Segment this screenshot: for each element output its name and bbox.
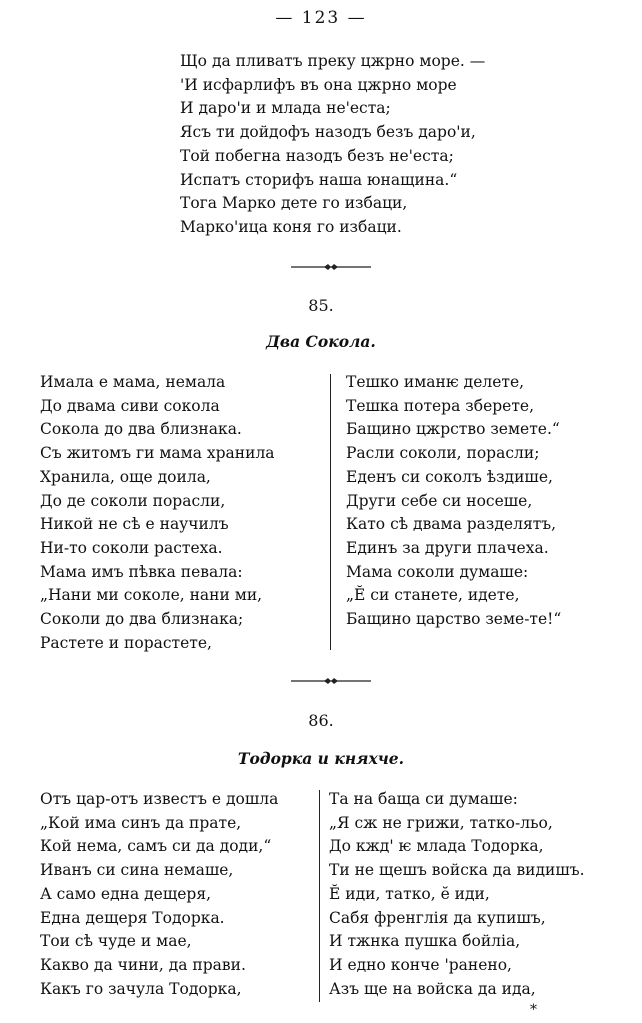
verse-column-left (40, 788, 278, 1001)
verse-line: Какво да чини, да прави. (40, 955, 246, 974)
verse-line: И тжнка пушка бойліа, (329, 932, 521, 951)
verse-column-right (329, 788, 585, 1001)
verse-line: Тога Марко дете го избаци, (180, 194, 408, 213)
verse-line: Та на баща си думаше: (329, 790, 518, 808)
verse-line: Еденъ си соколъ ѣздише, (346, 467, 553, 486)
verse-line: Азъ ще на войска да ида, (329, 979, 536, 998)
column-divider (330, 374, 331, 650)
verse-line: Мама соколи думаше: (346, 562, 529, 581)
section-ornament (291, 262, 371, 272)
verse-line: „Кой има синъ да прате, (40, 813, 242, 832)
verse-line: Сабя френглія да купишъ, (329, 908, 546, 927)
verse-line: Никой не сѣ е научилъ (40, 515, 229, 534)
verse-line: Имала е мама, немала (40, 373, 226, 391)
verse-line: Кой нема, самъ си да доди,“ (40, 837, 272, 856)
verse-line: Марко'ица коня го избаци. (180, 217, 402, 236)
verse-line: „Нани ми соколе, нани ми, (40, 586, 263, 605)
section-ornament (291, 676, 371, 686)
verse-line: „Я сж не грижи, татко-льо, (329, 813, 553, 832)
verse-line: Расли соколи, порасли; (346, 444, 540, 463)
verse-line: Други себе си носеше, (346, 491, 533, 510)
verse-line: Съ житомъ ги мама хранила (40, 444, 275, 463)
verse-line: Ясъ ти дойдофъ назодъ безъ даро'и, (180, 123, 476, 142)
verse-line: Отъ цар-отъ известъ е дошла (40, 790, 279, 808)
verse-line: Мама имъ пѣвка певала: (40, 562, 243, 581)
verse-line: До двама сиви сокола (40, 396, 220, 415)
verse-line: Испатъ сторифъ наша юнащина.“ (180, 170, 458, 189)
verse-column-left (40, 371, 275, 655)
verse-line: Тои сѣ чуде и мае, (40, 932, 192, 951)
verse-line: И едно конче 'ранено, (329, 955, 512, 974)
verse-line: Тешко иманѥ делете, (346, 373, 525, 391)
column-divider (319, 790, 320, 1002)
verse-line: Бащино царство земе-те!“ (346, 610, 562, 629)
verse-line: Една дещеря Тодорка. (40, 908, 225, 927)
verse-line: Ти не щешъ войска да видишъ. (329, 861, 585, 880)
verse-line: Като сѣ двама разделятъ, (346, 515, 557, 534)
song-number: 86. (308, 711, 334, 730)
verse-line: 'И исфарлифъ въ она цжрно море (180, 75, 457, 94)
song-number: 85. (308, 296, 334, 315)
verse-line: И даро'и и млада не'еста; (180, 99, 391, 118)
verse-line: Той побегна назодъ безъ не'еста; (180, 146, 454, 165)
verse-line: Иванъ си сина немаше, (40, 861, 234, 880)
signature-mark: * (530, 1002, 537, 1018)
verse-line: Бащино цжрство земете.“ (346, 420, 560, 439)
song-title: Два Сокола. (266, 332, 376, 351)
verse-line: До де соколи порасли, (40, 491, 226, 510)
intro-verse (180, 50, 485, 240)
verse-line: Хранила, още доила, (40, 467, 211, 486)
verse-line: Ӗ иди, татко, ӗ иди, (329, 884, 490, 903)
page-number: — 123 — (275, 8, 367, 28)
verse-line: Тешка потера зберете, (346, 396, 535, 415)
verse-line: Ни-то соколи растеха. (40, 538, 223, 557)
verse-line: Единъ за други плачеха. (346, 538, 549, 557)
song-title: Тодорка и княхче. (237, 749, 405, 768)
verse-line: Що да пливатъ преку цжрно море. — (180, 52, 486, 70)
verse-line: Соколи до два близнака; (40, 610, 244, 629)
verse-line: А само една дещеря, (40, 884, 212, 903)
verse-line: Сокола до два близнака. (40, 420, 242, 439)
verse-column-right (346, 371, 561, 632)
verse-line: До кжд' ѥ млада Тодорка, (329, 837, 544, 856)
verse-line: Какъ го зачула Тодорка, (40, 979, 242, 998)
verse-line: „Ӗ си станете, идете, (346, 586, 520, 605)
verse-line: Растете и порастете, (40, 633, 212, 652)
